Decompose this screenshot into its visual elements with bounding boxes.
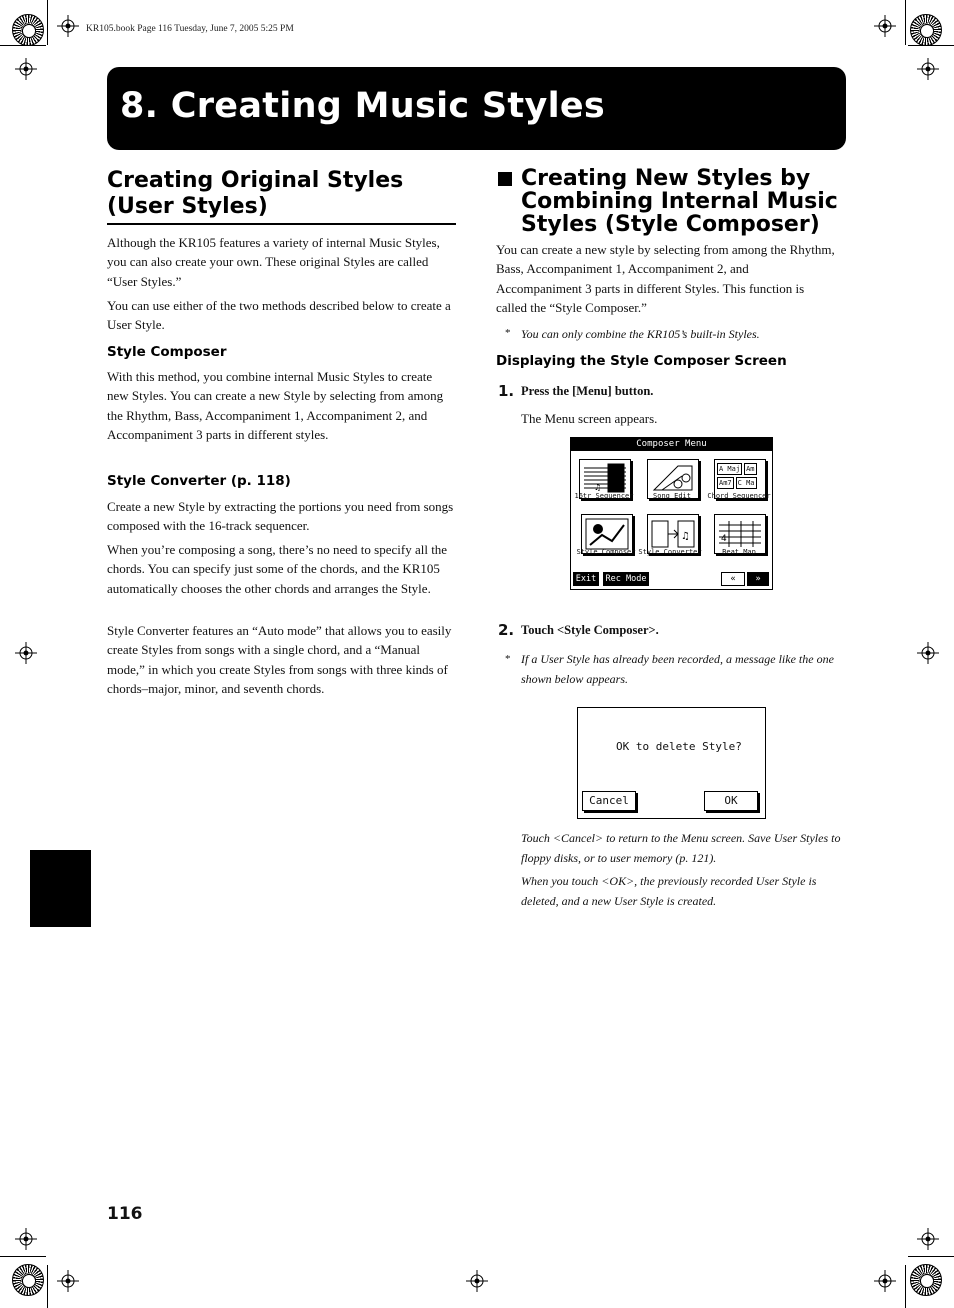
after-dialog-note: Touch <Cancel> to return to the Menu screen. Save User Styles to floppy disks, or to user memory (p. 121). (521, 831, 841, 865)
registration-dial (12, 1264, 44, 1296)
intro-paragraph: You can use either of the two methods described below to create a User Style. (107, 298, 451, 333)
page-number: 116 (107, 1204, 143, 1224)
section-heading-line: Creating Original Styles (107, 168, 404, 193)
double-chevron-right-icon: » (755, 574, 761, 584)
style-converter-text: When you’re composing a song, there’s no need to specify all the chords. You can specify just some of the chords, and the KR105 automatically chooses the other chords and arranges the Style. (107, 542, 448, 596)
note-marker: * (505, 327, 511, 339)
page-right-button[interactable] (747, 572, 769, 586)
step-instruction: Press the [Menu] button. (521, 384, 654, 398)
heading-rule (107, 223, 456, 225)
delete-style-dialog (577, 707, 766, 819)
crop-line (0, 1256, 46, 1257)
section-heading (107, 168, 457, 220)
section-heading-line: Combining Internal Music (521, 189, 838, 214)
section-heading-line: (User Styles) (107, 194, 268, 219)
crop-line (47, 1265, 48, 1308)
crosshair-icon (15, 1228, 37, 1250)
crosshair-icon (15, 642, 37, 664)
crop-line (908, 45, 954, 46)
chord-grid (717, 463, 763, 489)
crosshair-icon (917, 1228, 939, 1250)
crop-line (905, 1265, 906, 1308)
book-info-line: KR105.book Page 116 Tuesday, June 7, 2005 5:25 PM (86, 24, 294, 34)
style-composer-text: With this method, you combine internal Music Styles to create new Styles. You can create a new Style by selecting from among the Rhythm, Bass, Accompaniment 1, Accompaniment 2, and Accompaniment 3 parts in different styles. (107, 369, 444, 443)
section-heading-line: Creating New Styles by (521, 166, 811, 191)
crop-line (47, 0, 48, 45)
section-heading-line: Styles (Style Composer) (521, 212, 820, 237)
note-marker: * (505, 653, 511, 665)
chord-cell: Am7 (719, 479, 732, 487)
crosshair-icon (874, 1270, 896, 1292)
step-number: 2. (498, 621, 515, 639)
crop-line (905, 0, 906, 45)
section-heading (521, 167, 851, 236)
cancel-button[interactable]: Cancel (582, 791, 636, 811)
dialog-message: OK to delete Style? (616, 740, 742, 753)
crosshair-icon (917, 642, 939, 664)
crosshair-icon (874, 15, 896, 37)
registration-dial (910, 1264, 942, 1296)
crop-line (908, 1256, 954, 1257)
crosshair-icon (57, 15, 79, 37)
intro-paragraph: Although the KR105 features a variety of internal Music Styles, you can also create your own. These original Styles are called “User Styles.” (107, 235, 440, 289)
double-chevron-left-icon: « (730, 574, 736, 584)
menu-tile-label: Style Converter (638, 548, 702, 556)
chord-cell: A Maj (719, 465, 741, 473)
step-instruction: Touch <Style Composer>. (521, 623, 659, 637)
crosshair-icon (917, 58, 939, 80)
style-converter-text: Create a new Style by extracting the portions you need from songs composed with the 16-track sequencer. (107, 499, 454, 534)
ok-button[interactable]: OK (704, 791, 758, 811)
crosshair-icon (15, 58, 37, 80)
svg-text:4: 4 (721, 534, 727, 544)
menu-tile-label: 16tr Sequencer (574, 492, 634, 500)
registration-dial (910, 14, 942, 46)
menu-tile-label: Chord Sequencer (707, 492, 771, 500)
svg-text:♫: ♫ (594, 483, 602, 492)
svg-text:♫: ♫ (681, 531, 690, 542)
crosshair-icon (466, 1270, 488, 1292)
subheading-display-screen: Displaying the Style Composer Screen (496, 353, 787, 369)
step-result: The Menu screen appears. (521, 411, 658, 426)
after-dialog-note: When you touch <OK>, the previously recorded User Style is deleted, and a new User Style is created. (521, 874, 817, 908)
exit-softkey[interactable]: Exit (573, 572, 599, 586)
page-left-button[interactable] (721, 572, 745, 586)
square-bullet-icon (498, 172, 512, 186)
menu-tile-label: Beat Map (722, 548, 756, 556)
screen-title: Composer Menu (571, 438, 772, 451)
chord-cell: C Ma (737, 479, 755, 487)
chapter-thumb-tab (30, 850, 91, 927)
rec-mode-softkey[interactable]: Rec Mode (603, 572, 649, 586)
subheading-style-converter: Style Converter (p. 118) (107, 473, 291, 489)
note-text: You can only combine the KR105’s built-in Styles. (521, 327, 760, 341)
crosshair-icon (57, 1270, 79, 1292)
subheading-style-composer: Style Composer (107, 344, 227, 360)
chord-cell: Am (746, 465, 755, 473)
registration-dial (12, 14, 44, 46)
step-number: 1. (498, 382, 515, 400)
style-composer-intro: You can create a new style by selecting from among the Rhythm, Bass, Accompaniment 1, Accompaniment 2, and Accompaniment 3 parts in different Styles. This function is called the “Style Composer.” (496, 242, 835, 316)
style-converter-text: Style Converter features an “Auto mode” that allows you to easily create Styles from songs with a single chord, and a “Manual mode,” in which you create Styles from songs with three kinds of chords–major, minor, and seventh chords. (107, 623, 452, 697)
note-text: If a User Style has already been recorded, a message like the one shown below appears. (521, 652, 834, 686)
menu-tile-label: Style Composer (576, 548, 636, 556)
menu-tile-label: Song Edit (653, 492, 691, 500)
chapter-title: 8. Creating Music Styles (120, 86, 606, 126)
composer-menu-screen (570, 437, 773, 590)
crop-line (0, 45, 46, 46)
